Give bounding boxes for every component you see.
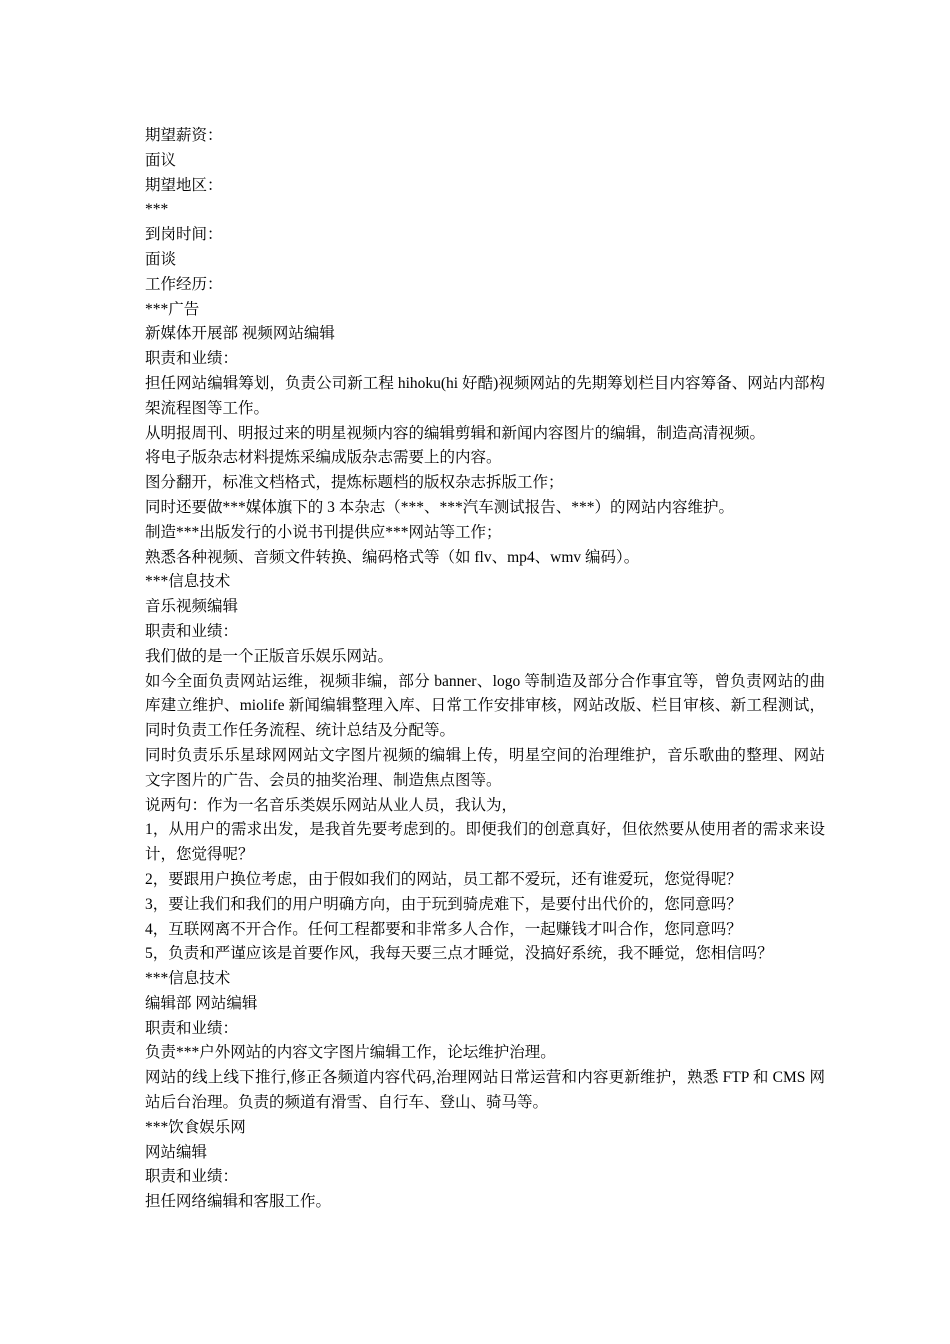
job-1-company: ***广告 (145, 300, 200, 318)
job-2-remarks-intro: 说两句：作为一名音乐类娱乐网站从业人员，我认为， (145, 796, 518, 814)
job-3-duty-1: 负责***户外网站的内容文字图片编辑工作，论坛维护治理。 (145, 1044, 556, 1062)
job-2-remark-3: 3，要让我们和我们的用户明确方向，由于玩到骑虎难下，是要付出代价的，您同意吗？ (145, 895, 742, 913)
job-4-position: 网站编辑 (145, 1143, 208, 1161)
job-3-position: 编辑部 网站编辑 (145, 994, 258, 1012)
job-2-remark-1: 1，从用户的需求出发，是我首先要考虑到的。即便我们的创意真好，但依然要从使用者的需求来设计，您觉得呢？ (145, 821, 825, 864)
job-1-duty-3: 将电子版杂志材料提炼采编成版杂志需要上的内容。 (145, 449, 502, 467)
job-2-remark-5: 5，负责和严谨应该是首要作风，我每天要三点才睡觉，没搞好系统，我不睡觉，您相信吗？ (145, 945, 773, 963)
job-3-duties-label: 职责和业绩： (145, 1019, 239, 1037)
job-4-company: ***饮食娱乐网 (145, 1118, 246, 1136)
job-1-duty-1: 担任网站编辑筹划，负责公司新工程 hihoku(hi 好酷)视频网站的先期筹划栏目内容筹备、网站内部构架流程图等工作。 (145, 374, 825, 417)
job-1-duty-2: 从明报周刊、明报过来的明星视频内容的编辑剪辑和新闻内容图片的编辑，制造高清视频。 (145, 424, 766, 442)
job-2-company: ***信息技术 (145, 573, 231, 591)
document-body (145, 124, 825, 1215)
start-time-label: 到岗时间： (145, 226, 223, 244)
job-2-remark-2: 2，要跟用户换位考虑，由于假如我们的网站，员工都不爱玩，还有谁爱玩，您觉得呢？ (145, 870, 742, 888)
expected-region-value: *** (145, 201, 169, 219)
start-time-value: 面谈 (145, 250, 177, 268)
job-2-remark-4: 4，互联网离不开合作。任何工程都要和非常多人合作，一起赚钱才叫合作，您同意吗？ (145, 920, 742, 938)
job-2-duty-3: 同时负责乐乐星球网网站文字图片视频的编辑上传，明星空间的治理维护，音乐歌曲的整理、网站文字图片的广告、会员的抽奖治理、制造焦点图等。 (145, 746, 825, 789)
job-1-duty-7: 熟悉各种视频、音频文件转换、编码格式等（如 flv、mp4、wmv 编码）。 (145, 548, 640, 566)
expected-salary-label: 期望薪资： (145, 127, 223, 144)
job-1-duty-4: 图分翻开，标准文档格式，提炼标题档的版权杂志拆版工作； (145, 474, 564, 492)
job-1-position: 新媒体开展部 视频网站编辑 (145, 325, 335, 343)
job-2-duty-2: 如今全面负责网站运维，视频非编，部分 banner、logo 等制造及部分合作事宜等，曾负责网站的曲库建立维护、miolife 新闻编辑整理入库、日常工作安排审核，网站改版、栏目审核、新工程测试，同时负责工作任务流程、统计总结及分配等。 (145, 672, 825, 740)
job-3-duty-2: 网站的线上线下推行,修正各频道内容代码,治理网站日常运营和内容更新维护，熟悉 FTP 和 CMS 网站后台治理。负责的频道有滑雪、自行车、登山、骑马等。 (145, 1069, 825, 1112)
job-2-position: 音乐视频编辑 (145, 598, 239, 616)
job-2-duties-label: 职责和业绩： (145, 622, 239, 640)
expected-region-label: 期望地区： (145, 176, 223, 194)
job-1-duty-6: 制造***出版发行的小说书刊提供应***网站等工作； (145, 523, 502, 541)
job-4-duties-label: 职责和业绩： (145, 1168, 239, 1186)
job-1-duties-label: 职责和业绩： (145, 350, 239, 368)
work-experience-heading: 工作经历： (145, 275, 223, 293)
job-1-duty-5: 同时还要做***媒体旗下的 3 本杂志（***、***汽车测试报告、***）的网站内容维护。 (145, 498, 735, 516)
job-4-duty-1: 担任网络编辑和客服工作。 (145, 1193, 332, 1211)
expected-salary-value: 面议 (145, 151, 177, 169)
job-2-duty-1: 我们做的是一个正版音乐娱乐网站。 (145, 647, 394, 665)
job-3-company: ***信息技术 (145, 970, 231, 988)
